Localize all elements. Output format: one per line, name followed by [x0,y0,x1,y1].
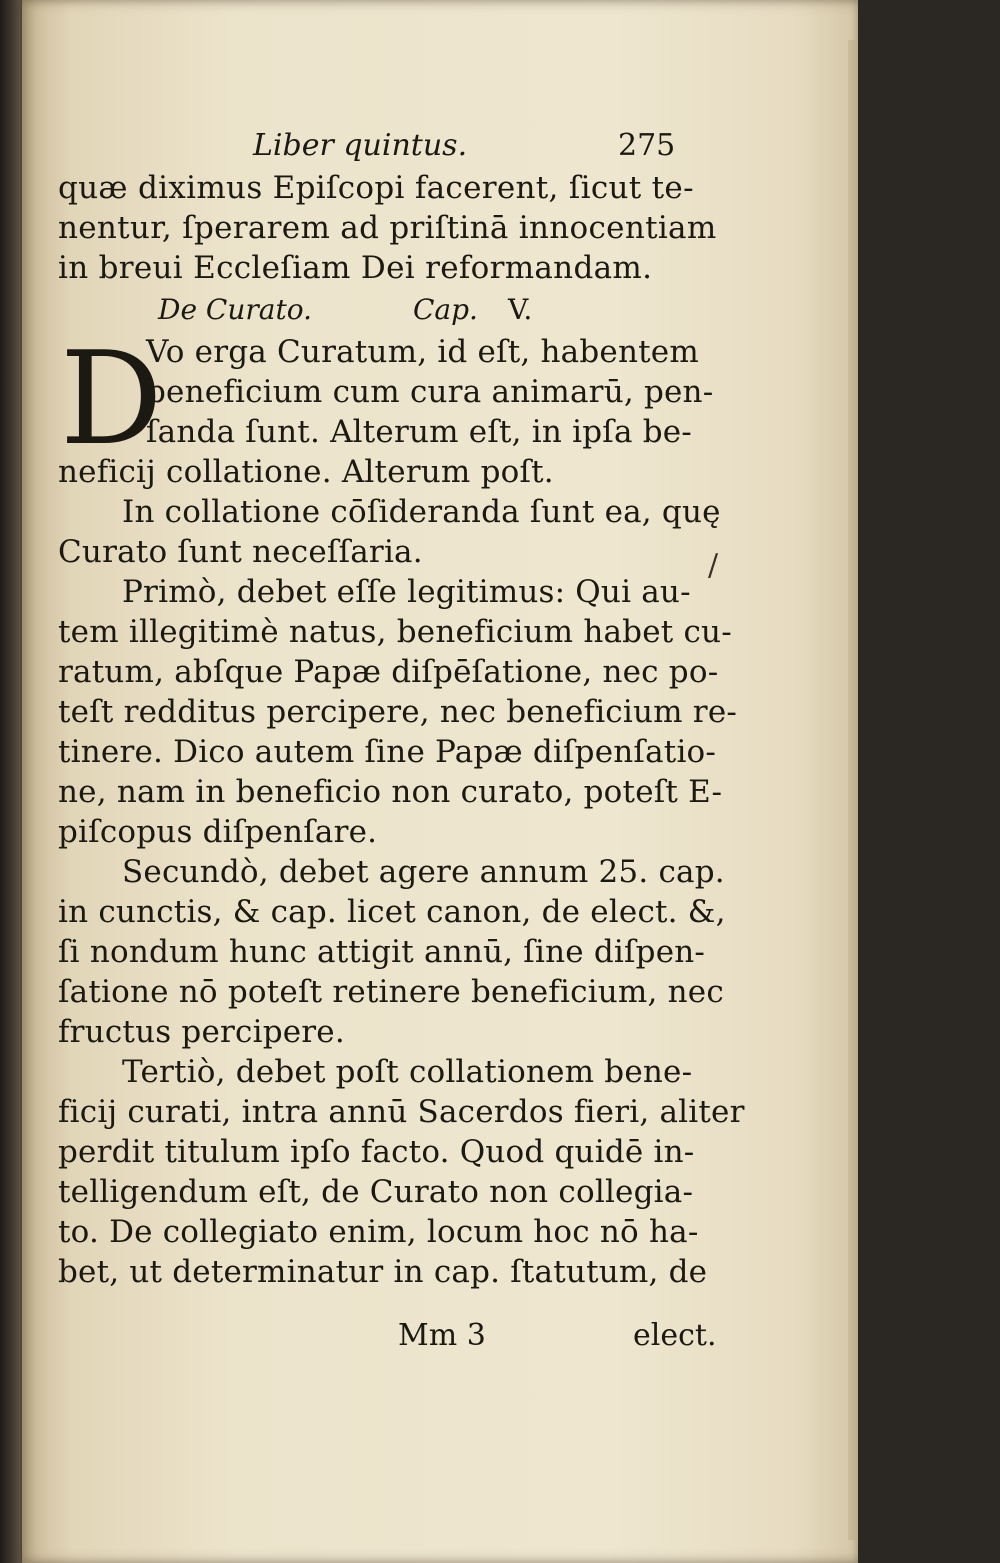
text-line: quæ diximus Epiſcopi facerent, ſicut te- [58,170,694,206]
chapter-title: De Curato. [158,293,312,326]
text-line: Vo erga Curatum, id eſt, habentem [146,334,699,370]
text-line: in cunctis, & cap. licet canon, de elect. &, [58,894,726,930]
page-header [58,128,718,168]
catchword: elect. [633,1318,717,1353]
text-line: tem illegitimè natus, beneficium habet cu- [58,614,732,650]
text-line: Primò, debet eſſe legitimus: Qui au- [122,574,691,610]
chapter-body [58,325,745,1292]
text-line: in breui Eccleſiam Dei reformandam. [58,250,653,286]
chapter-number: V. [508,293,533,326]
text-line: piſcopus diſpenſare. [58,814,378,850]
text-line: ſanda ſunt. Alterum eſt, in ipſa be- [146,414,692,450]
text-line: beneficium cum cura animarū, pen- [146,374,714,410]
text-line: In collatione cōſideranda ſunt ea, quę [122,494,721,530]
text-line: Secundò, debet agere annum 25. cap. [122,854,725,890]
text-line: neficij collatione. Alterum poſt. [58,454,554,490]
drop-cap-initial: D [60,325,163,474]
page-footer [58,1318,718,1358]
text-line: perdit titulum ipſo facto. Quod quidē in- [58,1134,695,1170]
text-line: Curato ſunt neceſſaria. [58,534,423,570]
text-line: ſatione nō poteſt retinere beneficium, nec [58,974,724,1010]
text-line: ratum, abſque Papæ diſpēſatione, nec po- [58,654,719,690]
text-line: ficij curati, intra annū Sacerdos fieri, aliter [58,1094,745,1130]
text-line: Tertiò, debet poſt collationem bene- [122,1054,693,1090]
text-line: nentur, ſperarem ad priſtinā innocentiam [58,210,717,246]
margin-mark: / [708,548,719,583]
running-head: Liber quintus. [253,128,468,163]
text-line: telligendum eſt, de Curato non collegia- [58,1174,694,1210]
text-line: fructus percipere. [58,1014,345,1050]
text-line: ſi nondum hunc attigit annū, ſine diſpen- [58,934,706,970]
text-line: ne, nam in beneficio non curato, poteſt E- [58,774,723,810]
page-number: 275 [618,128,676,163]
signature-mark: Mm 3 [398,1318,486,1353]
text-line: teſt redditus percipere, nec beneficium re- [58,694,738,730]
text-line: to. De collegiato enim, locum hoc nō ha- [58,1214,699,1250]
chapter-cap-label: Cap. [413,293,478,326]
text-line: tinere. Dico autem ſine Papæ diſpenſatio- [58,734,717,770]
top-paragraph [58,168,718,288]
text-line: bet, ut determinatur in cap. ſtatutum, de [58,1254,708,1290]
background-right [858,0,1000,1563]
